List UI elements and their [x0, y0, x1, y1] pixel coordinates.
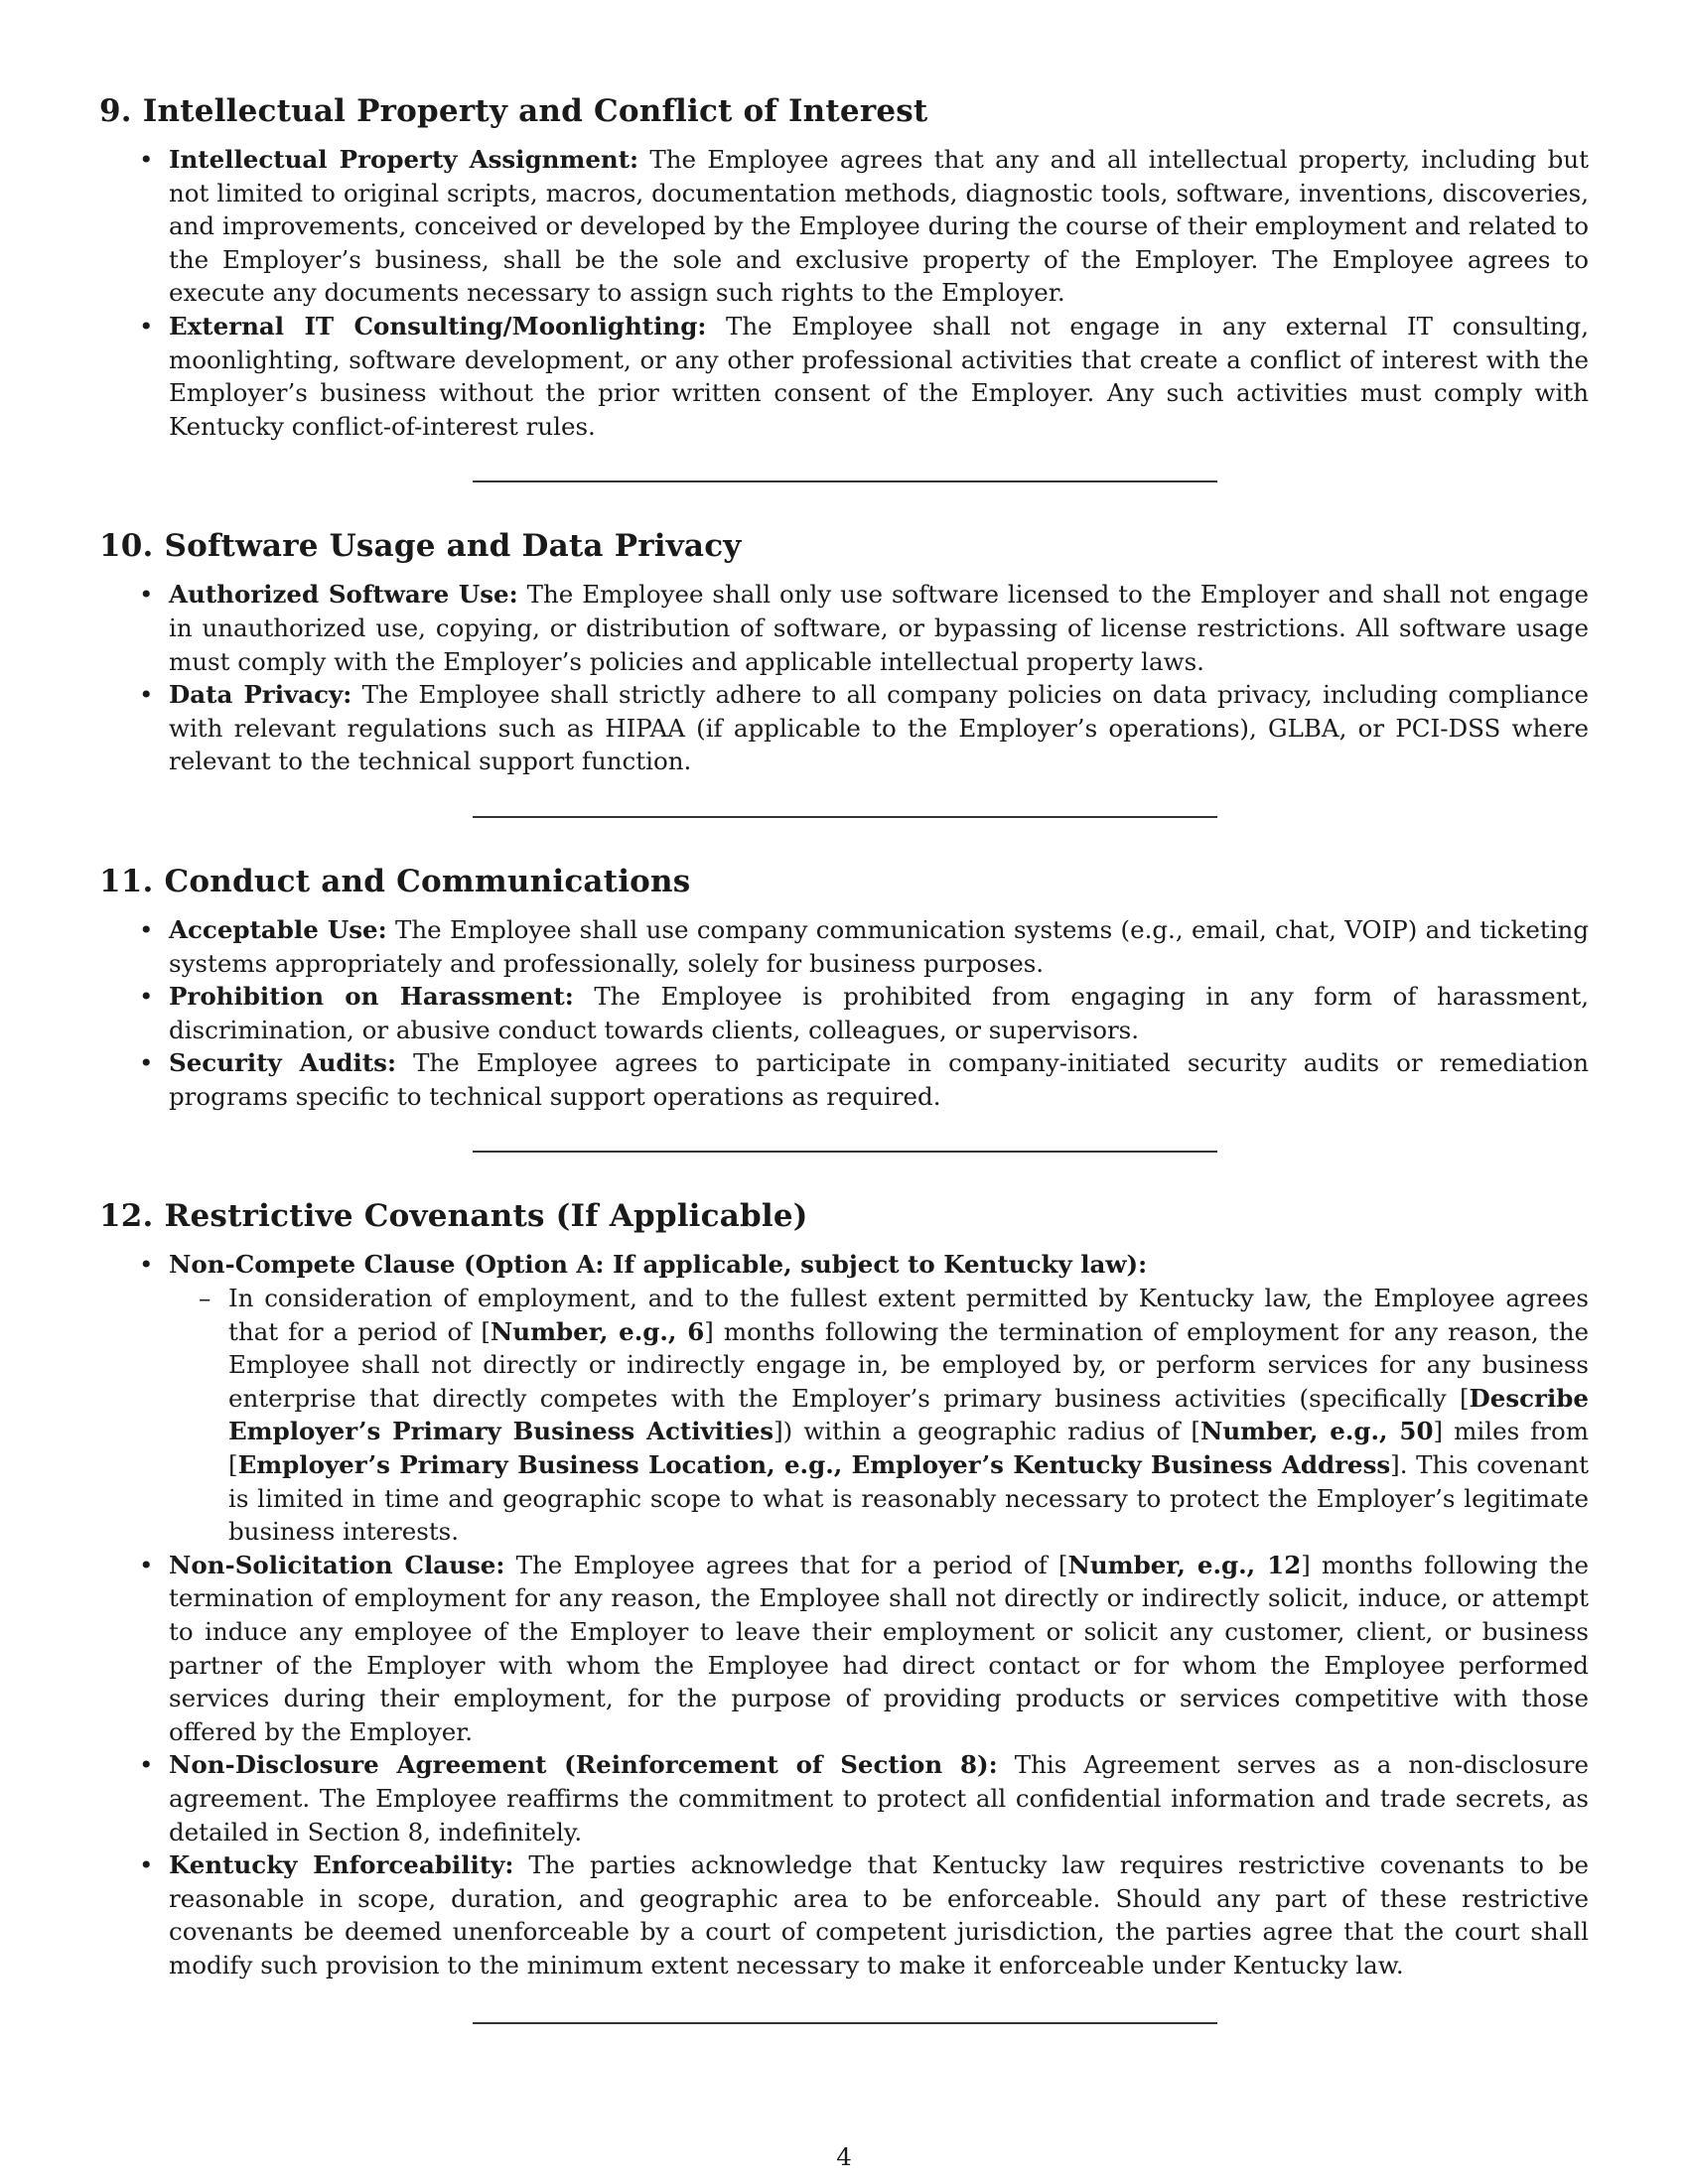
list-item: [169, 1046, 1589, 1113]
section-title: 12. Restrictive Covenants (If Applicable): [99, 1198, 808, 1235]
item-lead: Non-Compete Clause (Option A: If applicable, subject to Kentucky law):: [169, 1250, 1148, 1280]
section-divider: [473, 480, 1217, 482]
list-item: [169, 913, 1589, 980]
bullet-list: [99, 1248, 1589, 1981]
item-text: The Employee agrees that any and all intellectual property, including but not limited to original scripts, macros, documentation methods, diagnostic tools, software, inventions, discoveries, and improvements, conceived or developed by the Employee during the course of their employment and related to the Employer’s business, shall be the sole and exclusive property of the Employer. The Employee agrees to execute any documents necessary to assign such rights to the Employer.: [169, 145, 1589, 308]
document-page: [99, 91, 1589, 2024]
item-lead: Data Privacy:: [169, 680, 352, 710]
list-item-nda: [169, 1748, 1589, 1848]
item-text: In consideration of employment, and to the fullest extent permitted by Kentucky law, the Employee agrees that for a period of [: [228, 1284, 1589, 1346]
list-item-enforceability: [169, 1848, 1589, 1981]
list-item: [169, 143, 1589, 310]
section-11: [99, 862, 1589, 1114]
item-lead: Non-Solicitation Clause:: [169, 1550, 505, 1579]
item-text: The Employee shall strictly adhere to all company policies on data privacy, including compliance with relevant regulations such as HIPAA (if applicable to the Employer’s operations), GLBA, or PCI-DSS where relevant to the technical support function.: [169, 680, 1589, 776]
bullet-list: [99, 913, 1589, 1114]
placeholder-location: Employer’s Primary Business Location, e.g., Employer’s Kentucky Business Address: [237, 1450, 1391, 1480]
item-lead: Acceptable Use:: [169, 914, 387, 944]
list-item-nonsolicit: [169, 1549, 1589, 1749]
item-text: The Employee is prohibited from engaging in any form of harassment, discrimination, or abusive conduct towards clients, colleagues, or supervisors.: [169, 982, 1589, 1044]
section-title: 9. Intellectual Property and Conflict of Interest: [99, 93, 928, 129]
placeholder-term: Number, e.g., 6: [490, 1316, 705, 1346]
list-item: [169, 310, 1589, 443]
item-lead: Authorized Software Use:: [169, 580, 518, 610]
item-text: ]) within a geographic radius of [: [774, 1417, 1200, 1446]
item-lead: Non-Disclosure Agreement (Reinforcement of Section 8):: [169, 1750, 998, 1780]
item-text: ] months following the termination of employment for any reason, the Employee shall not directly or indirectly solicit, induce, or attempt to induce any employee of the Employer to leave their employment or solicit any customer, client, or business partner of the Employer with whom the Employee had direct contact or for whom the Employee performed services during their employment, for the purpose of providing products or services competitive with those offered by the Employer.: [169, 1550, 1590, 1746]
item-lead: Security Audits:: [169, 1048, 397, 1078]
placeholder-term: Number, e.g., 12: [1067, 1550, 1302, 1579]
list-item-noncompete: [169, 1248, 1589, 1548]
list-item: [169, 980, 1589, 1046]
section-title: 10. Software Usage and Data Privacy: [99, 528, 742, 565]
sub-list-item: [228, 1282, 1589, 1549]
item-text: ] miles from [: [228, 1417, 1589, 1480]
section-title: 11. Conduct and Communications: [99, 863, 691, 899]
item-text: The Employee shall use company communication systems (e.g., email, chat, VOIP) and ticketing systems appropriately and professionally, solely for business purposes.: [169, 914, 1590, 978]
section-9: [99, 91, 1589, 443]
item-text: The Employee shall only use software licensed to the Employer and shall not engage in unauthorized use, copying, or distribution of software, or bypassing of license restrictions. All software usage must comply with the Employer’s policies and applicable intellectual property laws.: [169, 580, 1590, 676]
item-lead: External IT Consulting/Moonlighting:: [169, 311, 707, 341]
item-lead: Kentucky Enforceability:: [169, 1850, 514, 1880]
item-text: The Employee agrees to participate in company-initiated security audits or remediation programs specific to technical support operations as required.: [169, 1048, 1589, 1111]
item-text: ]. This covenant is limited in time and geographic scope to what is reasonably necessary to protect the Employer’s legitimate business interests.: [228, 1450, 1589, 1547]
item-text: The parties acknowledge that Kentucky law requires restrictive covenants to be reasonable in scope, duration, and geographic area to be enforceable. Should any part of these restrictive covenants be deemed unenforceable by a court of competent jurisdiction, the parties agree that the court shall modify such provision to the minimum extent necessary to make it enforceable under Kentucky law.: [169, 1850, 1590, 1979]
sub-bullet-list: [169, 1282, 1589, 1549]
page-number: 4: [836, 2142, 852, 2171]
item-text: The Employee shall not engage in any external IT consulting, moonlighting, software development, or any other professional activities that create a conflict of interest with the Employer’s business without the prior written consent of the Employer. Any such activities must comply with Kentucky conflict-of-interest rules.: [169, 311, 1589, 441]
section-divider: [473, 2022, 1217, 2024]
item-text: ] months following the termination of employment for any reason, the Employee shall not directly or indirectly engage in, be employed by, or perform services for any business enterprise that directly competes with the Employer’s primary business activities (specifically [: [228, 1316, 1589, 1413]
item-lead: Prohibition on Harassment:: [169, 982, 574, 1012]
section-divider: [473, 1151, 1217, 1153]
item-text: This Agreement serves as a non-disclosure agreement. The Employee reaffirms the commitment to protect all confidential information and trade secrets, as detailed in Section 8, indefinitely.: [169, 1750, 1589, 1846]
bullet-list: [99, 578, 1589, 778]
bullet-list: [99, 143, 1589, 443]
section-10: [99, 526, 1589, 778]
list-item: [169, 678, 1589, 778]
section-divider: [473, 816, 1217, 818]
placeholder-activities: Describe Employer’s Primary Business Activities: [228, 1383, 1589, 1446]
placeholder-radius: Number, e.g., 50: [1199, 1417, 1434, 1446]
item-text: The Employee agrees that for a period of [: [504, 1550, 1068, 1579]
item-lead: Intellectual Property Assignment:: [169, 145, 639, 174]
list-item: [169, 578, 1589, 678]
section-12: [99, 1196, 1589, 1981]
